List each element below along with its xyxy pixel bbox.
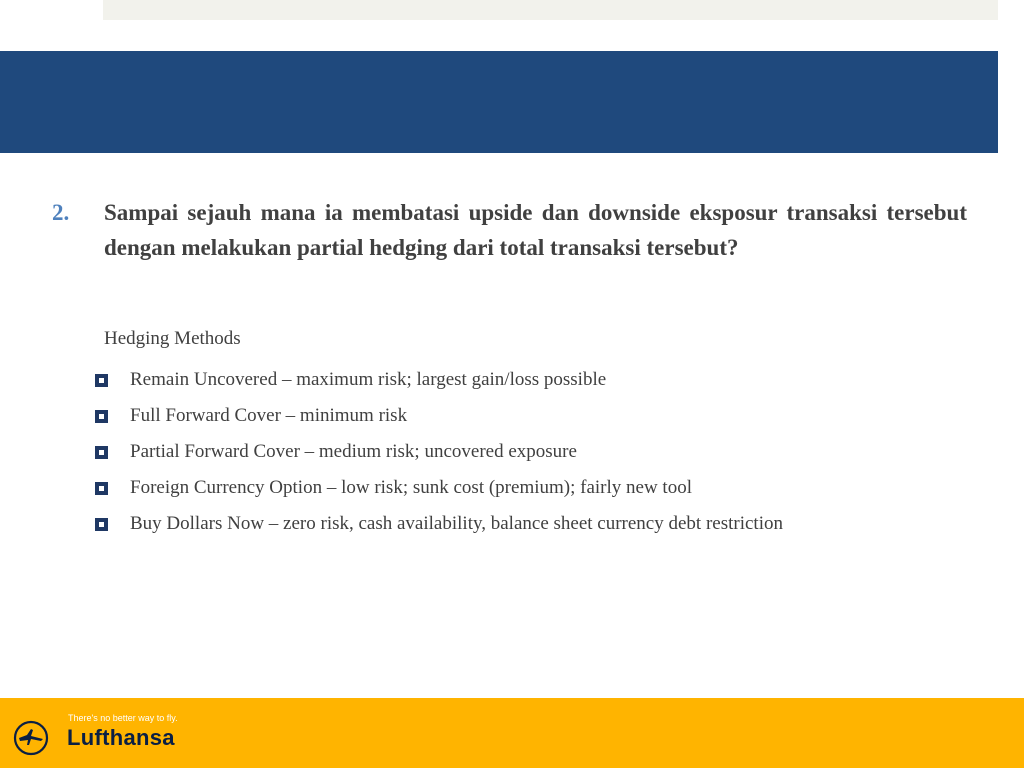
question-number: 2. [52, 200, 70, 225]
square-bullet-icon [95, 410, 108, 423]
footer-slogan: There's no better way to fly. [68, 713, 178, 723]
top-strip [103, 0, 998, 20]
method-label: Full Forward Cover – minimum risk [130, 405, 408, 426]
square-bullet-icon [95, 518, 108, 531]
title-band [0, 51, 998, 153]
method-item [95, 398, 783, 434]
method-label: Remain Uncovered – maximum risk; largest gain/loss possible [130, 369, 607, 390]
crane-logo-icon [13, 720, 49, 756]
method-item [95, 470, 783, 506]
square-bullet-icon [95, 374, 108, 387]
hedging-methods-list [95, 362, 783, 542]
hedging-methods-heading: Hedging Methods [104, 328, 241, 349]
question-text: Sampai sejauh mana ia membatasi upside dan downside eksposur transaksi tersebut dengan melakukan partial hedging dari total transaksi tersebut? [104, 200, 967, 260]
method-label: Buy Dollars Now – zero risk, cash availability, balance sheet currency debt restriction [130, 513, 783, 534]
square-bullet-icon [95, 482, 108, 495]
brand-wordmark: Lufthansa [67, 725, 175, 750]
method-item [95, 362, 783, 398]
method-label: Foreign Currency Option – low risk; sunk cost (premium); fairly new tool [130, 477, 692, 498]
question [52, 195, 967, 265]
method-label: Partial Forward Cover – medium risk; uncovered exposure [130, 441, 577, 462]
method-item [95, 506, 783, 542]
square-bullet-icon [95, 446, 108, 459]
method-item [95, 434, 783, 470]
